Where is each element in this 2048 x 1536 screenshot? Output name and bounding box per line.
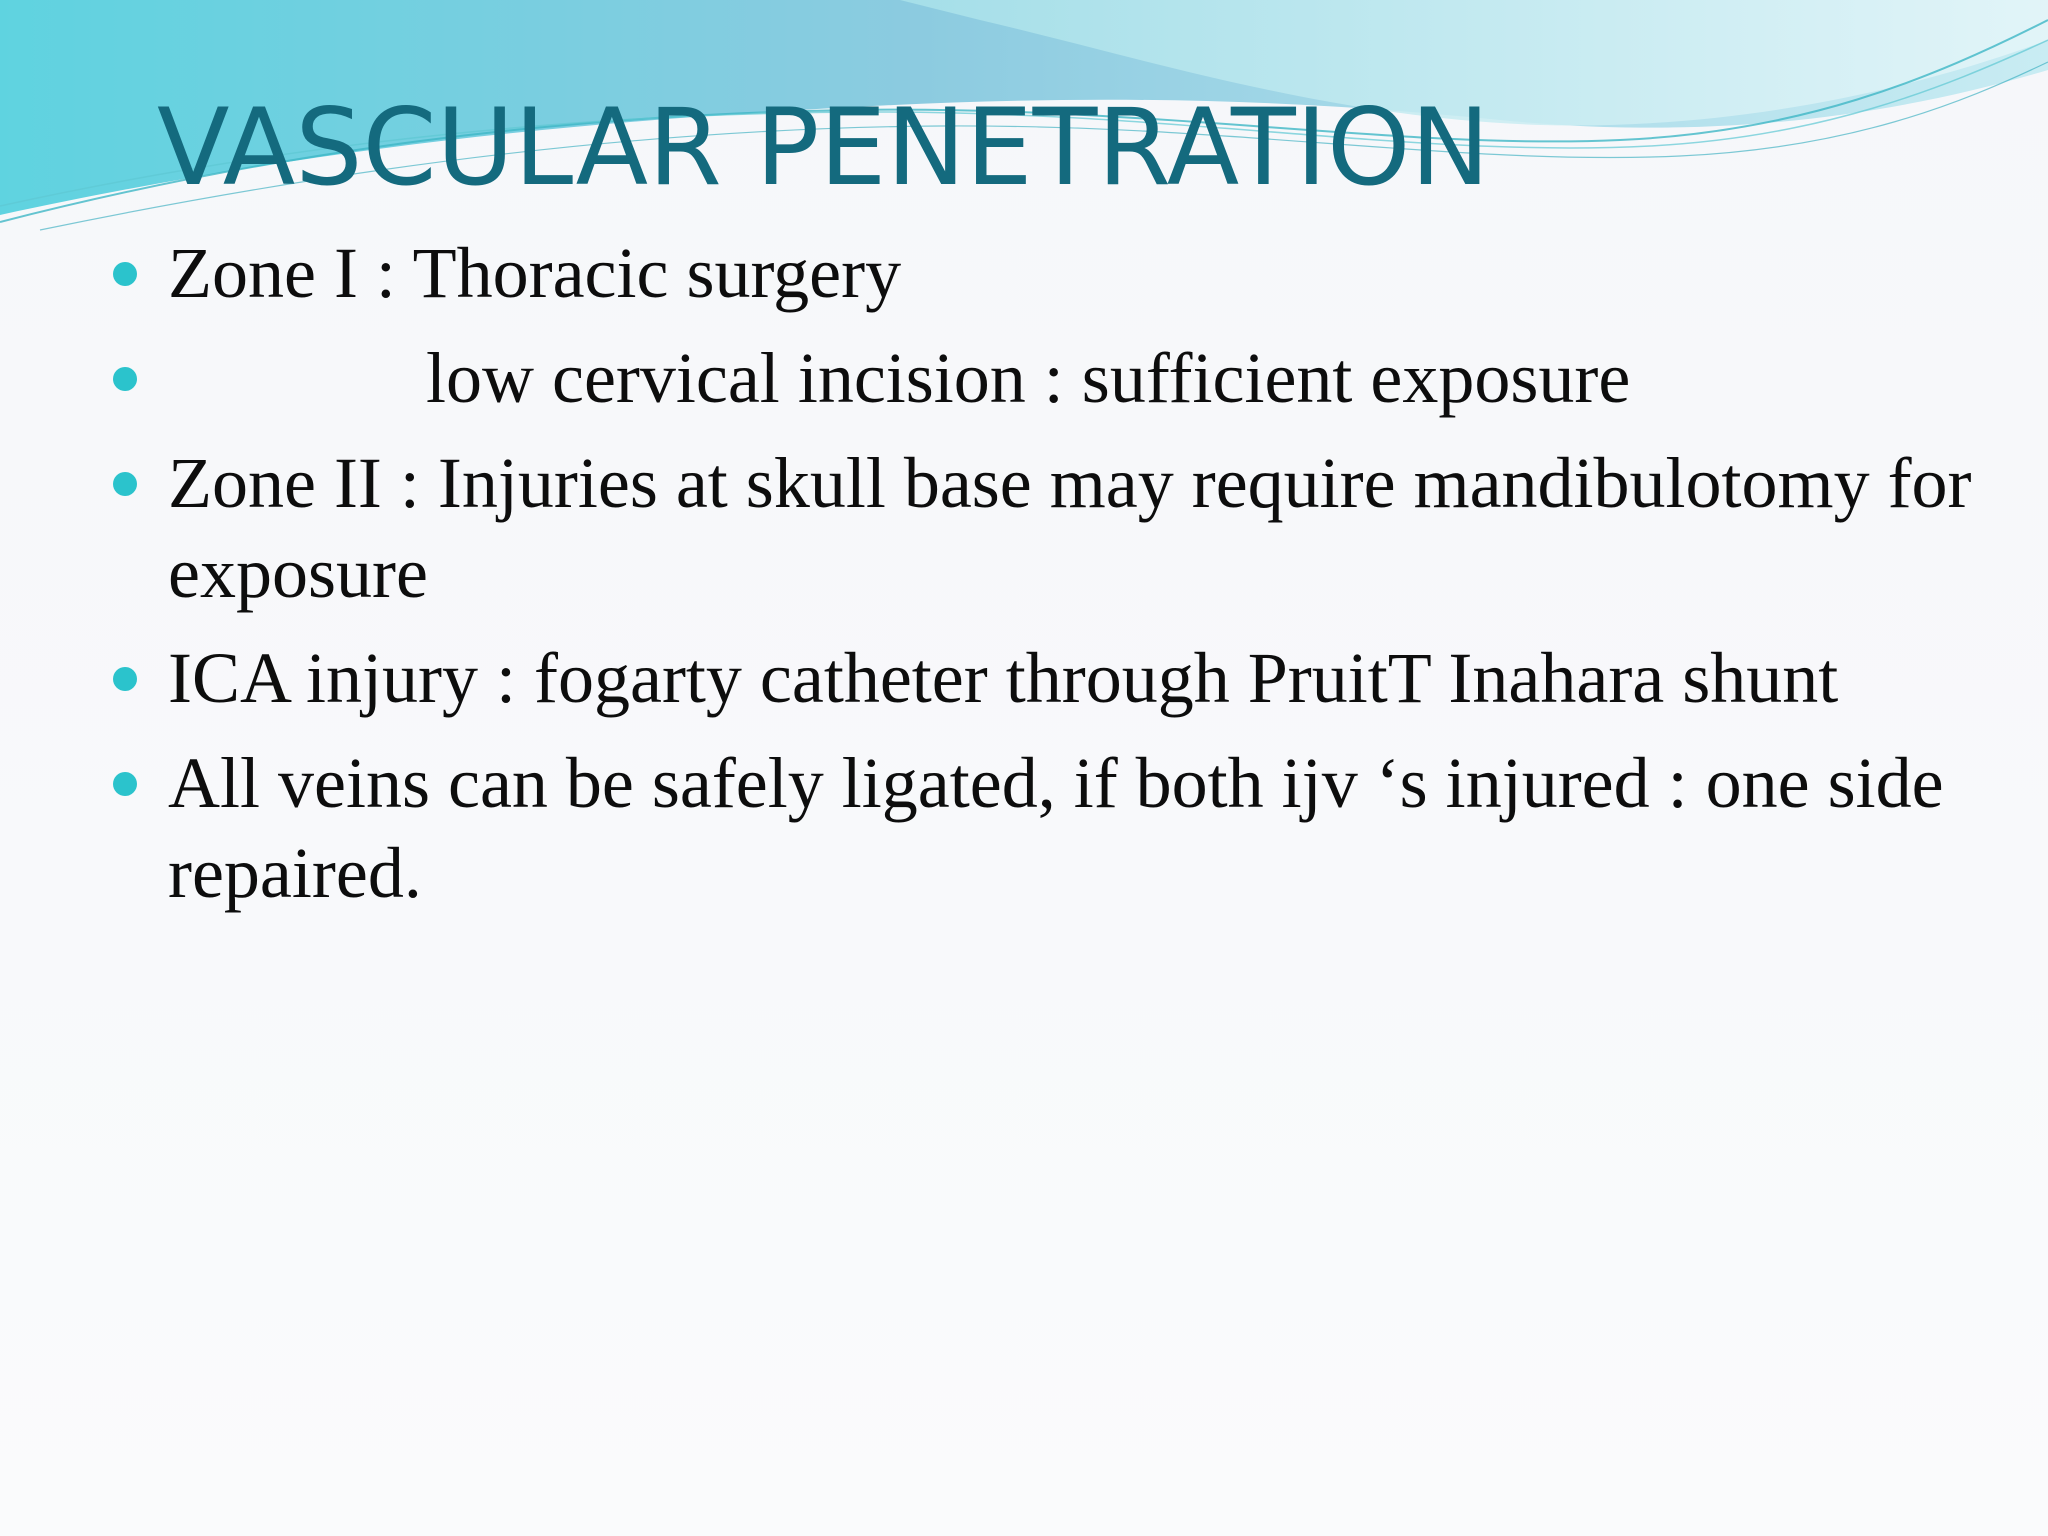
- bullet-dot-icon: [113, 667, 137, 691]
- bullet-text: All veins can be safely ligated, if both ijv ‘s injured : one side repaired.: [168, 743, 1944, 913]
- bullet-text: Zone II : Injuries at skull base may require mandibulotomy for exposure: [168, 443, 1972, 613]
- bullet-dot-icon: [113, 262, 137, 286]
- bullet-item: [0, 333, 2048, 423]
- bullet-text: ICA injury : fogarty catheter through PruitT Inahara shunt: [168, 638, 1839, 718]
- bullet-dot-icon: [113, 772, 137, 796]
- bullet-item: [0, 438, 2048, 618]
- bullet-text: Zone I : Thoracic surgery: [168, 233, 902, 313]
- bullet-item: [0, 228, 2048, 318]
- bullet-item: [0, 738, 2048, 918]
- bullet-item: [0, 633, 2048, 723]
- bullet-list: [0, 228, 2048, 933]
- bullet-dot-icon: [113, 472, 137, 496]
- slide-title: VASCULAR PENETRATION: [157, 86, 1490, 209]
- bullet-dot-icon: [113, 367, 137, 391]
- bullet-text: low cervical incision : sufficient exposure: [426, 338, 1631, 418]
